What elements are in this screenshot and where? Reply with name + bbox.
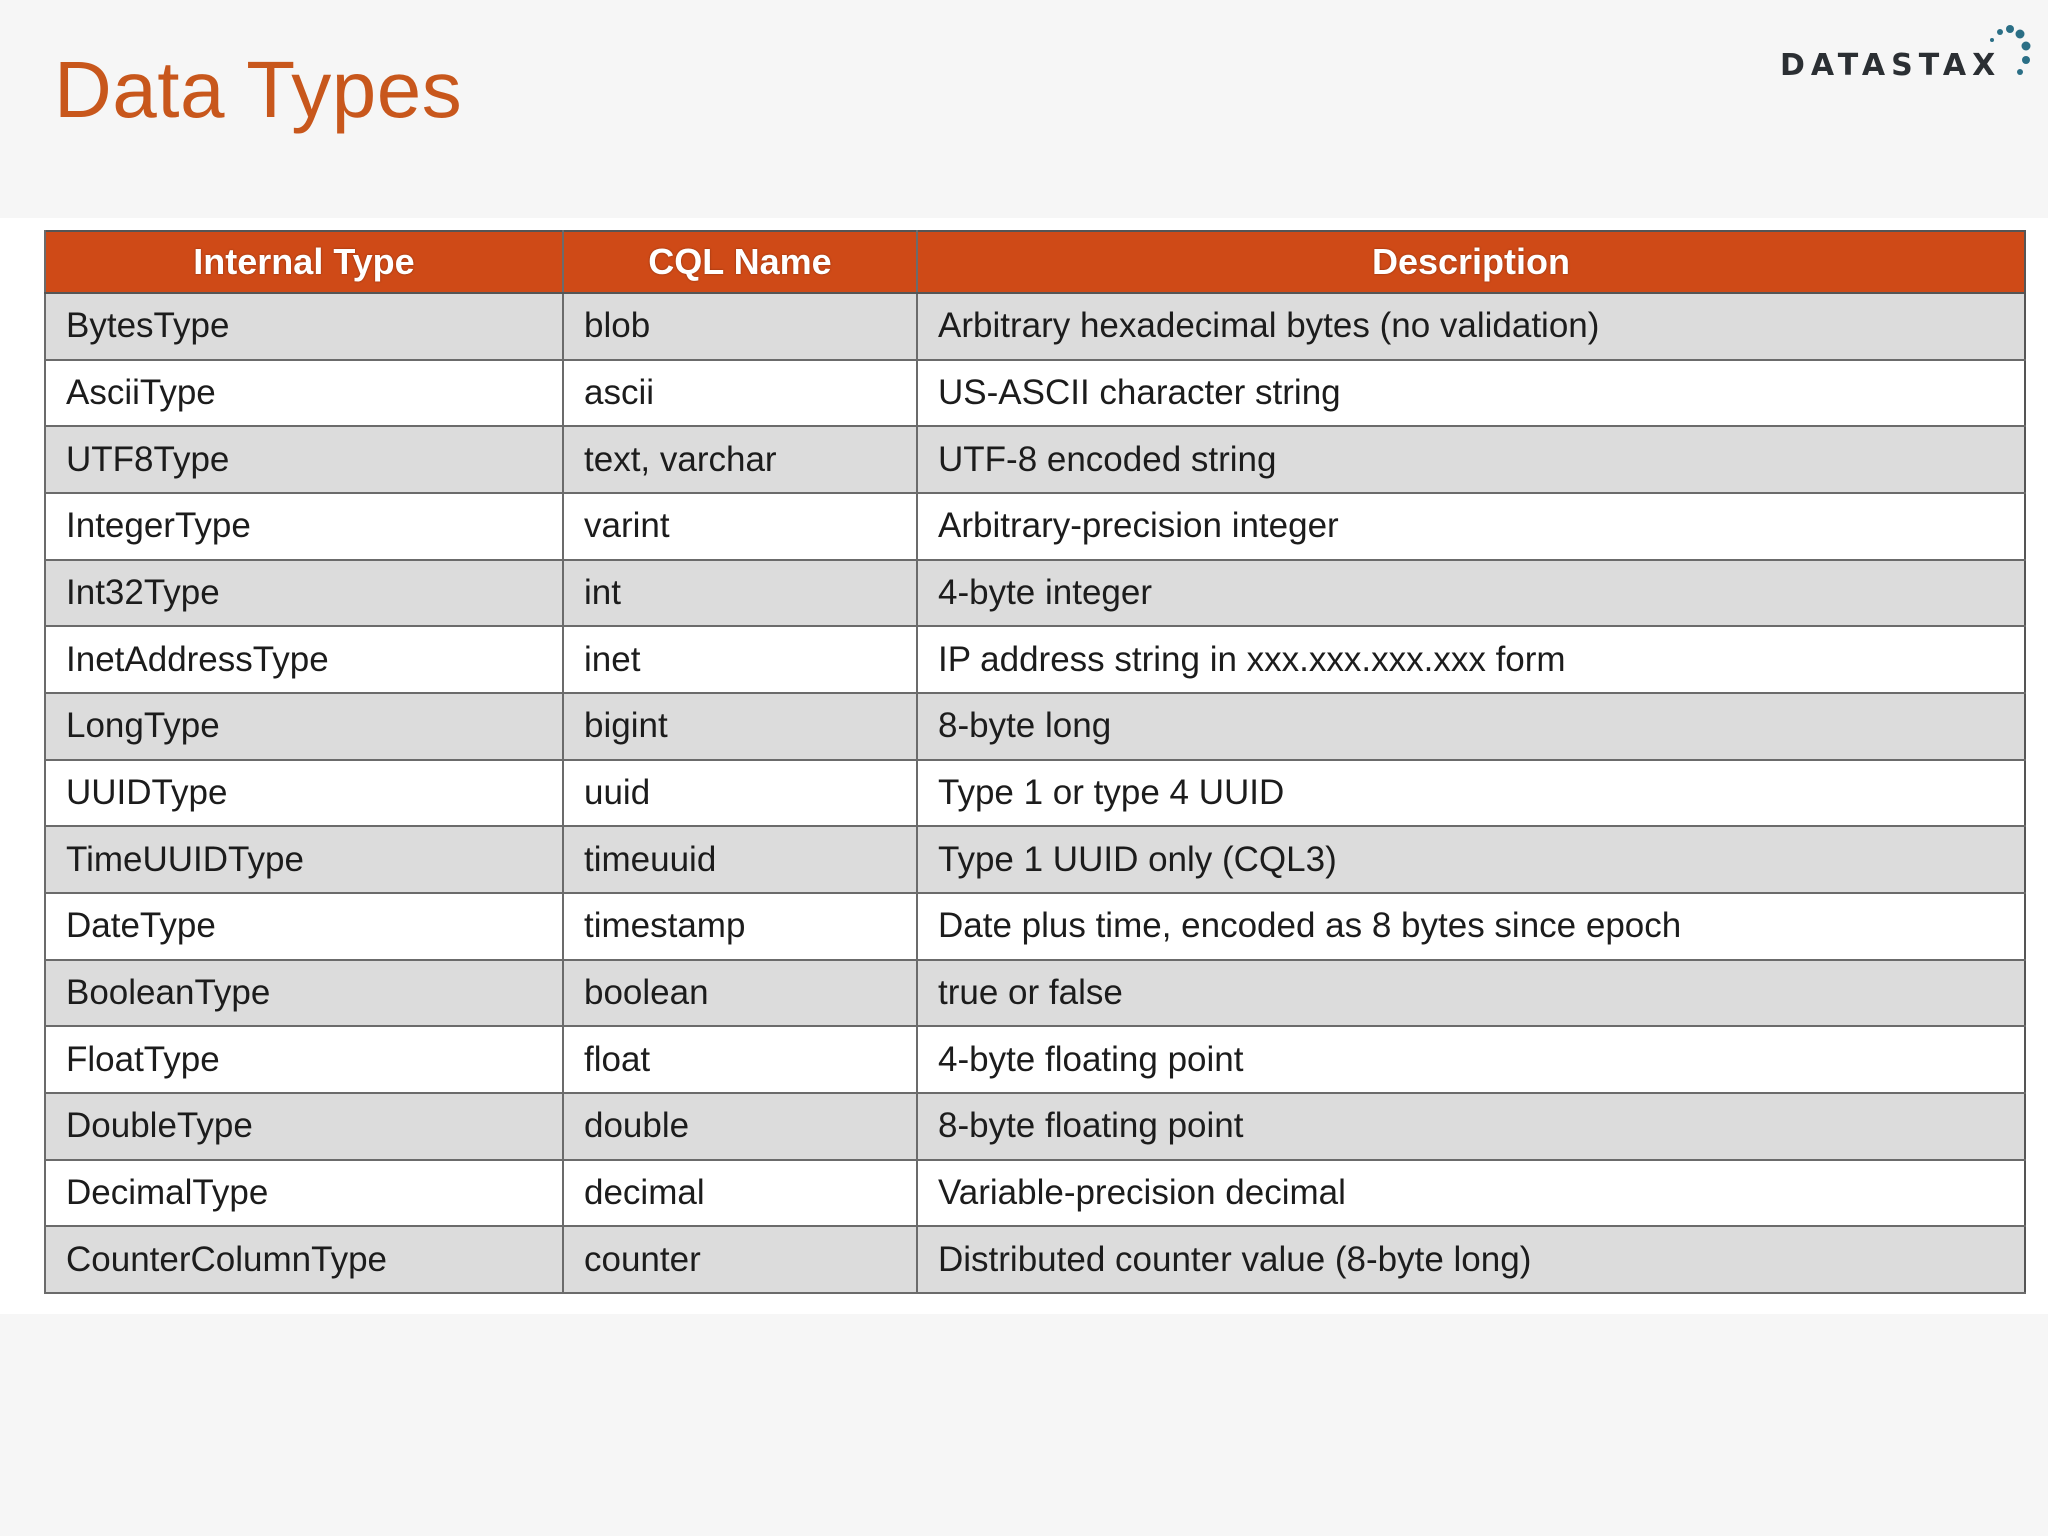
table-row [45, 893, 2025, 960]
table-row [45, 1026, 2025, 1093]
cell-description: US-ASCII character string [917, 360, 2025, 427]
cell-internal-type: IntegerType [45, 493, 563, 560]
cell-description: 8-byte long [917, 693, 2025, 760]
cell-description: Variable-precision decimal [917, 1160, 2025, 1227]
table-row [45, 1093, 2025, 1160]
cell-cql-name: int [563, 560, 917, 627]
table-row [45, 293, 2025, 360]
cell-description: Arbitrary-precision integer [917, 493, 2025, 560]
cell-internal-type: TimeUUIDType [45, 826, 563, 893]
cell-internal-type: UUIDType [45, 760, 563, 827]
cell-internal-type: DateType [45, 893, 563, 960]
cell-cql-name: timeuuid [563, 826, 917, 893]
cell-cql-name: timestamp [563, 893, 917, 960]
cell-description: UTF-8 encoded string [917, 426, 2025, 493]
cell-cql-name: ascii [563, 360, 917, 427]
logo-text: DATASTAX [1780, 48, 2002, 83]
slide-title: Data Types [54, 45, 463, 134]
header-cql-name: CQL Name [563, 231, 917, 293]
header-description: Description [917, 231, 2025, 293]
logo-dots-icon [1976, 22, 2036, 88]
table-row [45, 760, 2025, 827]
header-internal-type: Internal Type [45, 231, 563, 293]
table-row [45, 360, 2025, 427]
table-row [45, 693, 2025, 760]
cell-cql-name: float [563, 1026, 917, 1093]
cell-description: 4-byte floating point [917, 1026, 2025, 1093]
table-row [45, 826, 2025, 893]
cell-cql-name: inet [563, 626, 917, 693]
cell-internal-type: LongType [45, 693, 563, 760]
cell-internal-type: DecimalType [45, 1160, 563, 1227]
table-row [45, 1160, 2025, 1227]
cell-description: 8-byte floating point [917, 1093, 2025, 1160]
cell-internal-type: CounterColumnType [45, 1226, 563, 1293]
cell-internal-type: Int32Type [45, 560, 563, 627]
table-row [45, 426, 2025, 493]
cell-internal-type: BooleanType [45, 960, 563, 1027]
datastax-logo [1776, 22, 2036, 88]
cell-internal-type: BytesType [45, 293, 563, 360]
cell-internal-type: InetAddressType [45, 626, 563, 693]
cell-description: Arbitrary hexadecimal bytes (no validation) [917, 293, 2025, 360]
table-header-row [45, 231, 2025, 293]
data-types-table [44, 230, 2026, 1294]
cell-cql-name: blob [563, 293, 917, 360]
table-row [45, 1226, 2025, 1293]
cell-cql-name: varint [563, 493, 917, 560]
cell-description: true or false [917, 960, 2025, 1027]
cell-internal-type: UTF8Type [45, 426, 563, 493]
cell-cql-name: uuid [563, 760, 917, 827]
cell-description: IP address string in xxx.xxx.xxx.xxx form [917, 626, 2025, 693]
cell-description: Type 1 UUID only (CQL3) [917, 826, 2025, 893]
cell-internal-type: DoubleType [45, 1093, 563, 1160]
cell-cql-name: double [563, 1093, 917, 1160]
table-row [45, 493, 2025, 560]
table-row [45, 960, 2025, 1027]
cell-cql-name: text, varchar [563, 426, 917, 493]
cell-internal-type: FloatType [45, 1026, 563, 1093]
cell-cql-name: boolean [563, 960, 917, 1027]
table-row [45, 626, 2025, 693]
cell-description: 4-byte integer [917, 560, 2025, 627]
cell-description: Distributed counter value (8-byte long) [917, 1226, 2025, 1293]
table-row [45, 560, 2025, 627]
cell-cql-name: counter [563, 1226, 917, 1293]
cell-description: Date plus time, encoded as 8 bytes since epoch [917, 893, 2025, 960]
cell-cql-name: decimal [563, 1160, 917, 1227]
cell-internal-type: AsciiType [45, 360, 563, 427]
cell-description: Type 1 or type 4 UUID [917, 760, 2025, 827]
cell-cql-name: bigint [563, 693, 917, 760]
table-panel [0, 218, 2048, 1314]
